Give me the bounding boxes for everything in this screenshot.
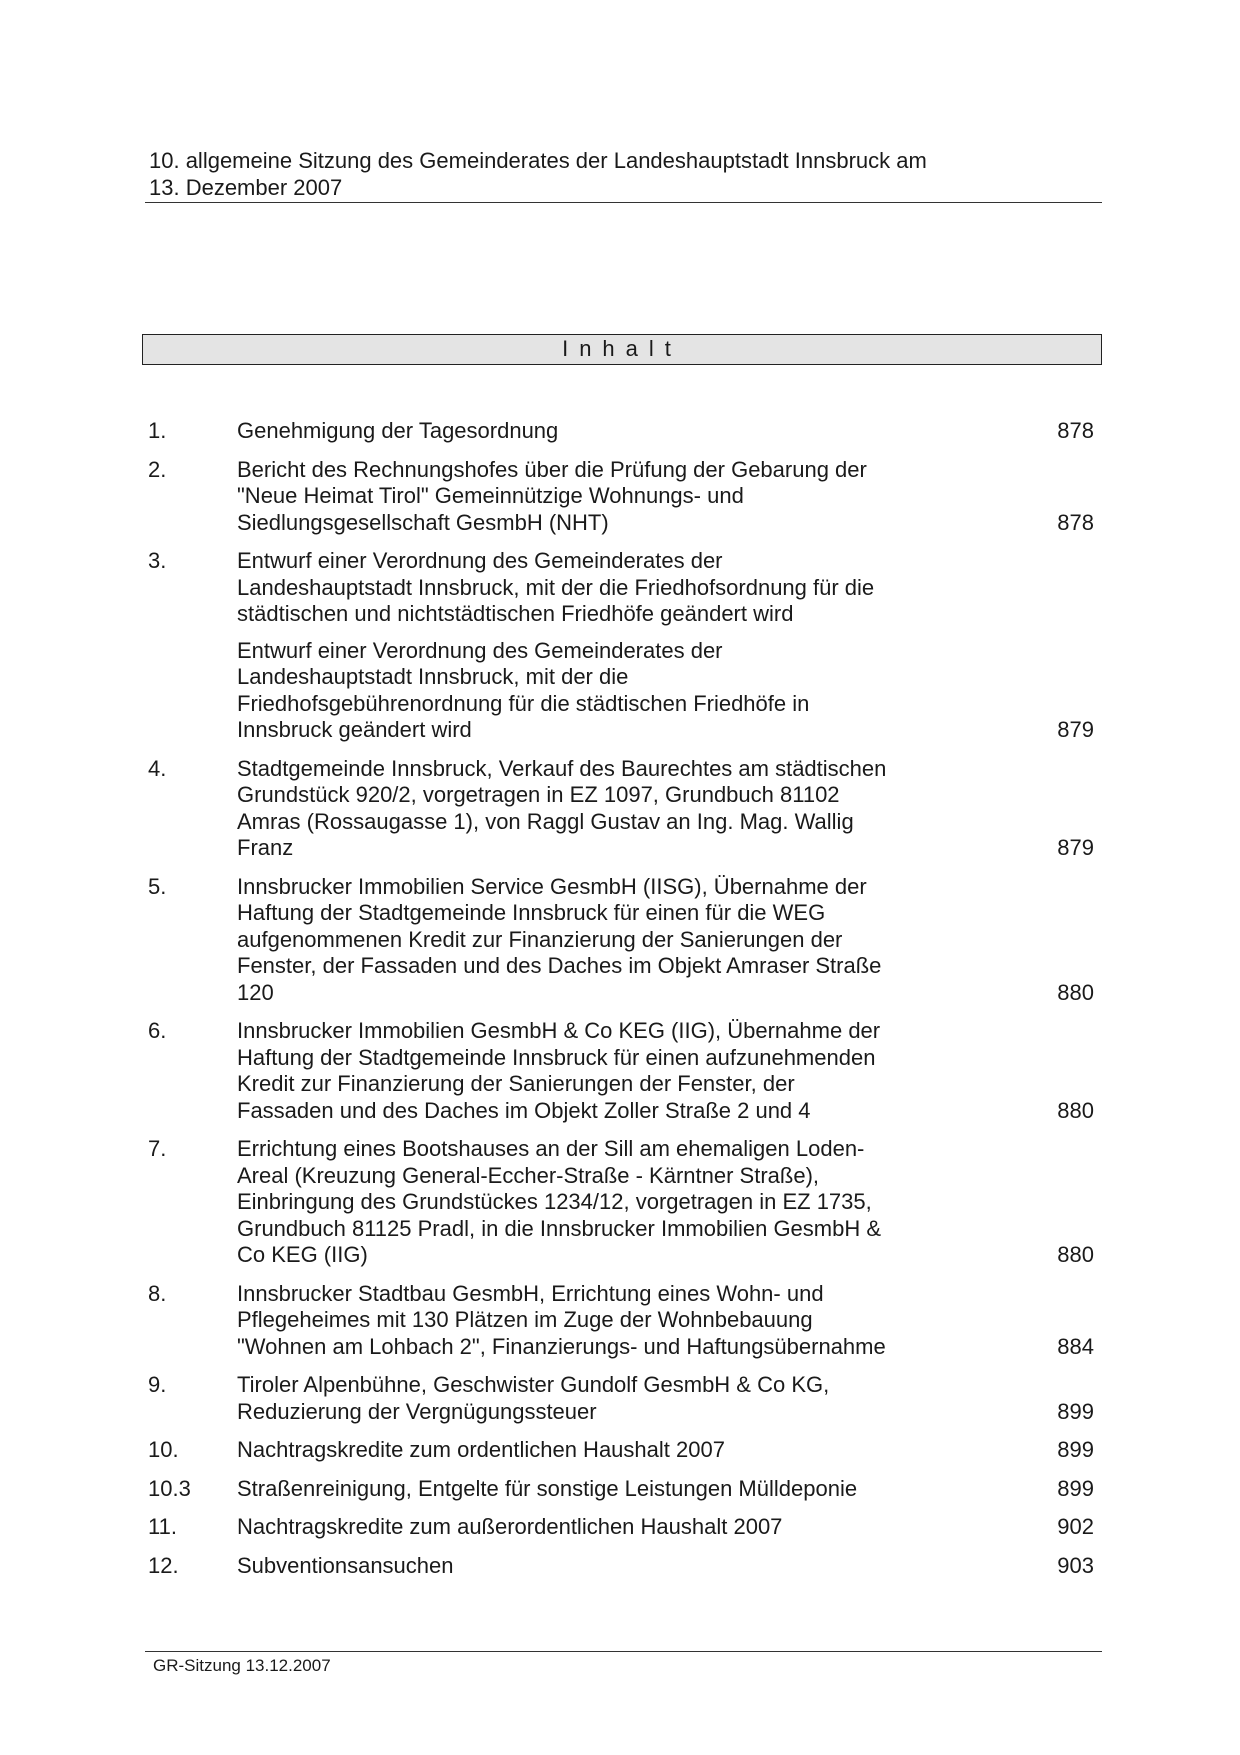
- toc-item-page: 878: [1057, 509, 1094, 535]
- toc-item-page: 880: [1057, 979, 1094, 1005]
- toc-item-number: 3.: [148, 548, 167, 573]
- toc-item-page: 899: [1057, 1437, 1094, 1462]
- toc-item[interactable]: [148, 1437, 1098, 1464]
- toc-item[interactable]: [148, 1476, 1098, 1503]
- toc-item-title: Innsbrucker Immobilien Service GesmbH (IISG), Übernahme der Haftung der Stadtgemeinde Innsbruck für einen für die WEG aufgenommenen Kredit zur Finanzierung der Sanierungen der Fenster, der Fassaden und des Daches im Objekt Amraser Straße 120: [237, 873, 882, 1005]
- page-footer: GR-Sitzung 13.12.2007: [153, 1656, 331, 1675]
- header-divider: [145, 202, 1102, 203]
- header-line-1: 10. allgemeine Sitzung des Gemeinderates der Landeshauptstadt Innsbruck am: [149, 148, 927, 173]
- toc-item-title: Entwurf einer Verordnung des Gemeinderates der Landeshauptstadt Innsbruck, mit der die Friedhofsordnung für die städtischen und nichtstädtischen Friedhöfe geändert wird: [237, 548, 875, 626]
- toc-item[interactable]: [148, 418, 1098, 445]
- toc-item[interactable]: [148, 756, 1098, 862]
- toc-item-number: 7.: [148, 1136, 167, 1161]
- toc-item-title: Innsbrucker Stadtbau GesmbH, Errichtung eines Wohn- und Pflegeheimes mit 130 Plätzen im Zuge der Wohnbebauung "Wohnen am Lohbach 2", Finanzierungs- und Haftungsübernahme: [237, 1280, 886, 1359]
- toc-item-page: 880: [1057, 1097, 1094, 1123]
- toc-item[interactable]: [148, 638, 1098, 744]
- toc-item[interactable]: [148, 1372, 1098, 1425]
- toc-item-title: Entwurf einer Verordnung des Gemeinderates der Landeshauptstadt Innsbruck, mit der die Friedhofsgebührenordnung für die städtischen Friedhöfe in Innsbruck geändert wird: [237, 637, 810, 742]
- toc-item[interactable]: [148, 1553, 1098, 1580]
- toc-item-number: 9.: [148, 1372, 167, 1397]
- toc-item-page: 884: [1057, 1333, 1094, 1359]
- toc-item-title: Tiroler Alpenbühne, Geschwister Gundolf GesmbH & Co KG, Reduzierung der Vergnügungssteuer: [237, 1372, 830, 1424]
- toc-item-number: 11.: [148, 1514, 177, 1539]
- toc-item-number: 2.: [148, 456, 167, 482]
- toc-item-title: Straßenreinigung, Entgelte für sonstige Leistungen Mülldeponie: [237, 1475, 858, 1501]
- toc-item-number: 6.: [148, 1018, 167, 1043]
- toc-item-number: 1.: [148, 418, 167, 443]
- toc-item-page: 879: [1057, 835, 1094, 860]
- toc-item-page: 880: [1057, 1242, 1094, 1267]
- toc-item-page: 879: [1057, 717, 1094, 742]
- toc-item-title: Nachtragskredite zum außerordentlichen Haushalt 2007: [237, 1514, 783, 1539]
- toc-item[interactable]: [148, 874, 1098, 1007]
- toc-item[interactable]: [148, 1018, 1098, 1124]
- toc-item-title: Stadtgemeinde Innsbruck, Verkauf des Baurechtes am städtischen Grundstück 920/2, vorgetragen in EZ 1097, Grundbuch 81102 Amras (Rossaugasse 1), von Raggl Gustav an Ing. Mag. Wallig Franz: [237, 755, 887, 860]
- toc-item-number: 5.: [148, 873, 167, 899]
- toc-item-title: Bericht des Rechnungshofes über die Prüfung der Gebarung der "Neue Heimat Tirol" Gemeinnützige Wohnungs- und Siedlungsgesellschaft GesmbH (NHT): [237, 456, 867, 535]
- toc-item[interactable]: [148, 1136, 1098, 1269]
- toc-item-number: 8.: [148, 1280, 167, 1306]
- toc-item[interactable]: [148, 1281, 1098, 1361]
- toc-item-number: 4.: [148, 755, 167, 781]
- toc-item-title: Errichtung eines Bootshauses an der Sill am ehemaligen Loden- Areal (Kreuzung General-Eccher-Straße - Kärntner Straße), Einbringung des Grundstückes 1234/12, vorgetragen in EZ 1735, Grundbuch 81125 Pradl, in die Innsbrucker Immobilien GesmbH & Co KEG (IIG): [237, 1136, 882, 1267]
- toc-item-title: Nachtragskredite zum ordentlichen Haushalt 2007: [237, 1437, 725, 1462]
- toc-item-number: 12.: [148, 1552, 179, 1578]
- toc-item[interactable]: [148, 457, 1098, 537]
- toc-item-title: Genehmigung der Tagesordnung: [237, 418, 559, 443]
- toc-item-page: 902: [1057, 1514, 1094, 1539]
- footer-divider: [145, 1651, 1102, 1652]
- toc-item-number: 10.: [148, 1437, 179, 1462]
- toc-item-number: 10.3: [148, 1475, 191, 1501]
- toc-item-page: 878: [1057, 418, 1094, 443]
- toc-item-page: 903: [1057, 1552, 1094, 1578]
- toc-item-title: Subventionsansuchen: [237, 1552, 454, 1578]
- document-header: [149, 147, 1101, 201]
- toc-item-title: Innsbrucker Immobilien GesmbH & Co KEG (IIG), Übernahme der Haftung der Stadtgemeinde Innsbruck für einen aufzunehmenden Kredit zur Finanzierung der Sanierungen der Fenster, der Fassaden und des Daches im Objekt Zoller Straße 2 und 4: [237, 1018, 881, 1123]
- table-of-contents: [148, 418, 1098, 1591]
- toc-heading-box: [142, 334, 1102, 365]
- toc-item[interactable]: [148, 1514, 1098, 1541]
- toc-item-page: 899: [1057, 1475, 1094, 1501]
- toc-item[interactable]: [148, 548, 1098, 628]
- toc-heading: Inhalt: [562, 336, 682, 361]
- toc-item-page: 899: [1057, 1398, 1094, 1424]
- header-line-2: 13. Dezember 2007: [149, 175, 343, 200]
